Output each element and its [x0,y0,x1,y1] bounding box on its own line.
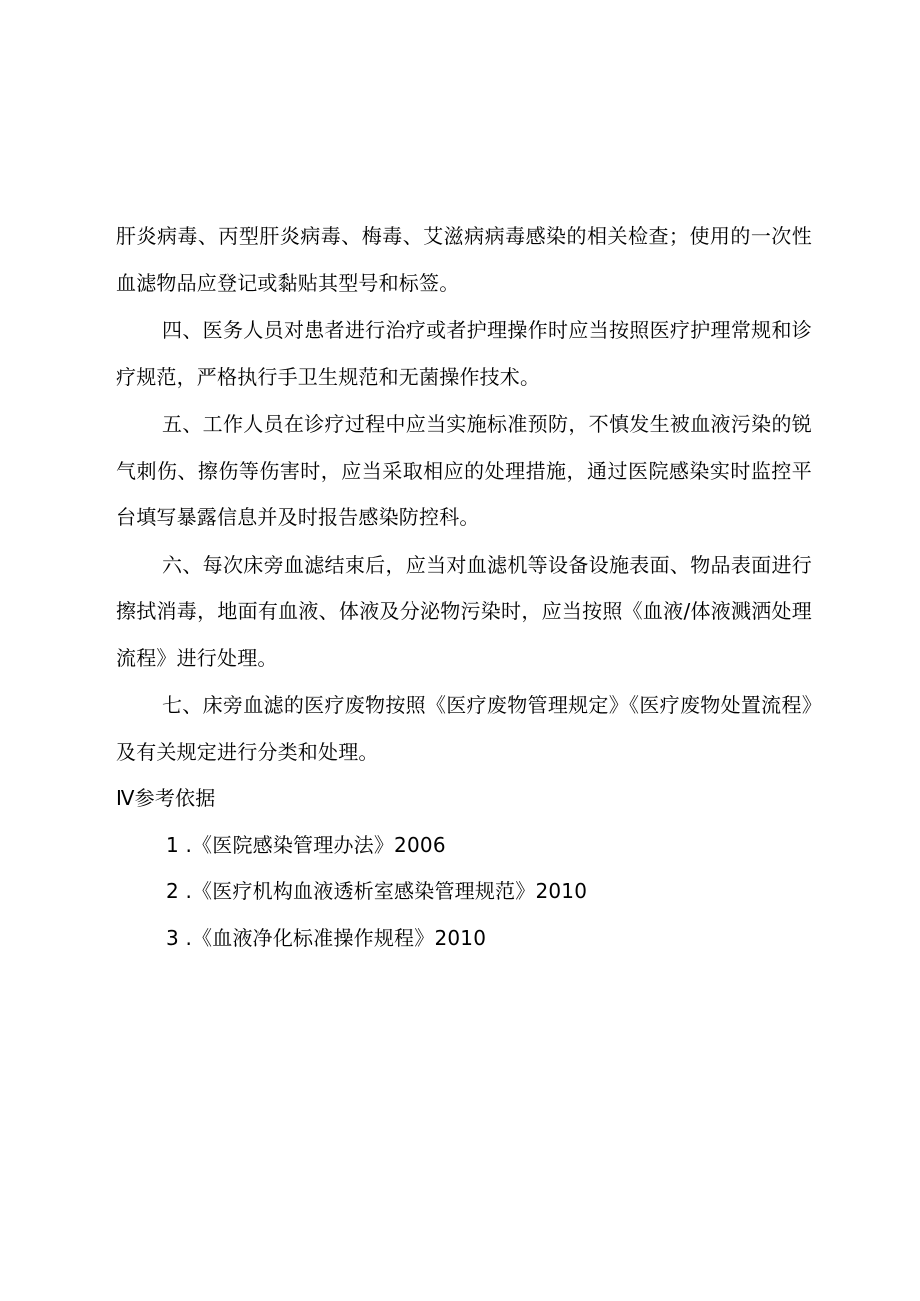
section-heading-references: Ⅳ参考依据 [116,786,216,810]
paragraph-item-6: 六、每次床旁血滤结束后，应当对血滤机等设备设施表面、物品表面进行擦拭消毒，地面有血液、体液及分泌物污染时，应当按照《血液/体液溅洒处理流程》进行处理。 [116,552,812,670]
reference-item-2: 2 .《医疗机构血液透析室感染管理规范》2010 [166,879,588,903]
reference-item-1: 1 .《医院感染管理办法》2006 [166,832,446,857]
document-body [116,213,812,961]
paragraph-continuation: 肝炎病毒、丙型肝炎病毒、梅毒、艾滋病病毒感染的相关检查；使用的一次性血滤物品应登记或黏贴其型号和标签。 [116,224,812,295]
reference-item-3: 3 .《血液净化标准操作规程》2010 [166,925,487,950]
paragraph-item-4: 四、医务人员对患者进行治疗或者护理操作时应当按照医疗护理常规和诊疗规范，严格执行手卫生规范和无菌操作技术。 [116,318,812,389]
paragraph-item-7: 七、床旁血滤的医疗废物按照《医疗废物管理规定》《医疗废物处置流程》及有关规定进行分类和处理。 [116,693,812,764]
paragraph-item-5: 五、工作人员在诊疗过程中应当实施标准预防，不慎发生被血液污染的锐气刺伤、擦伤等伤害时，应当采取相应的处理措施，通过医院感染实时监控平台填写暴露信息并及时报告感染防控科。 [116,412,812,529]
